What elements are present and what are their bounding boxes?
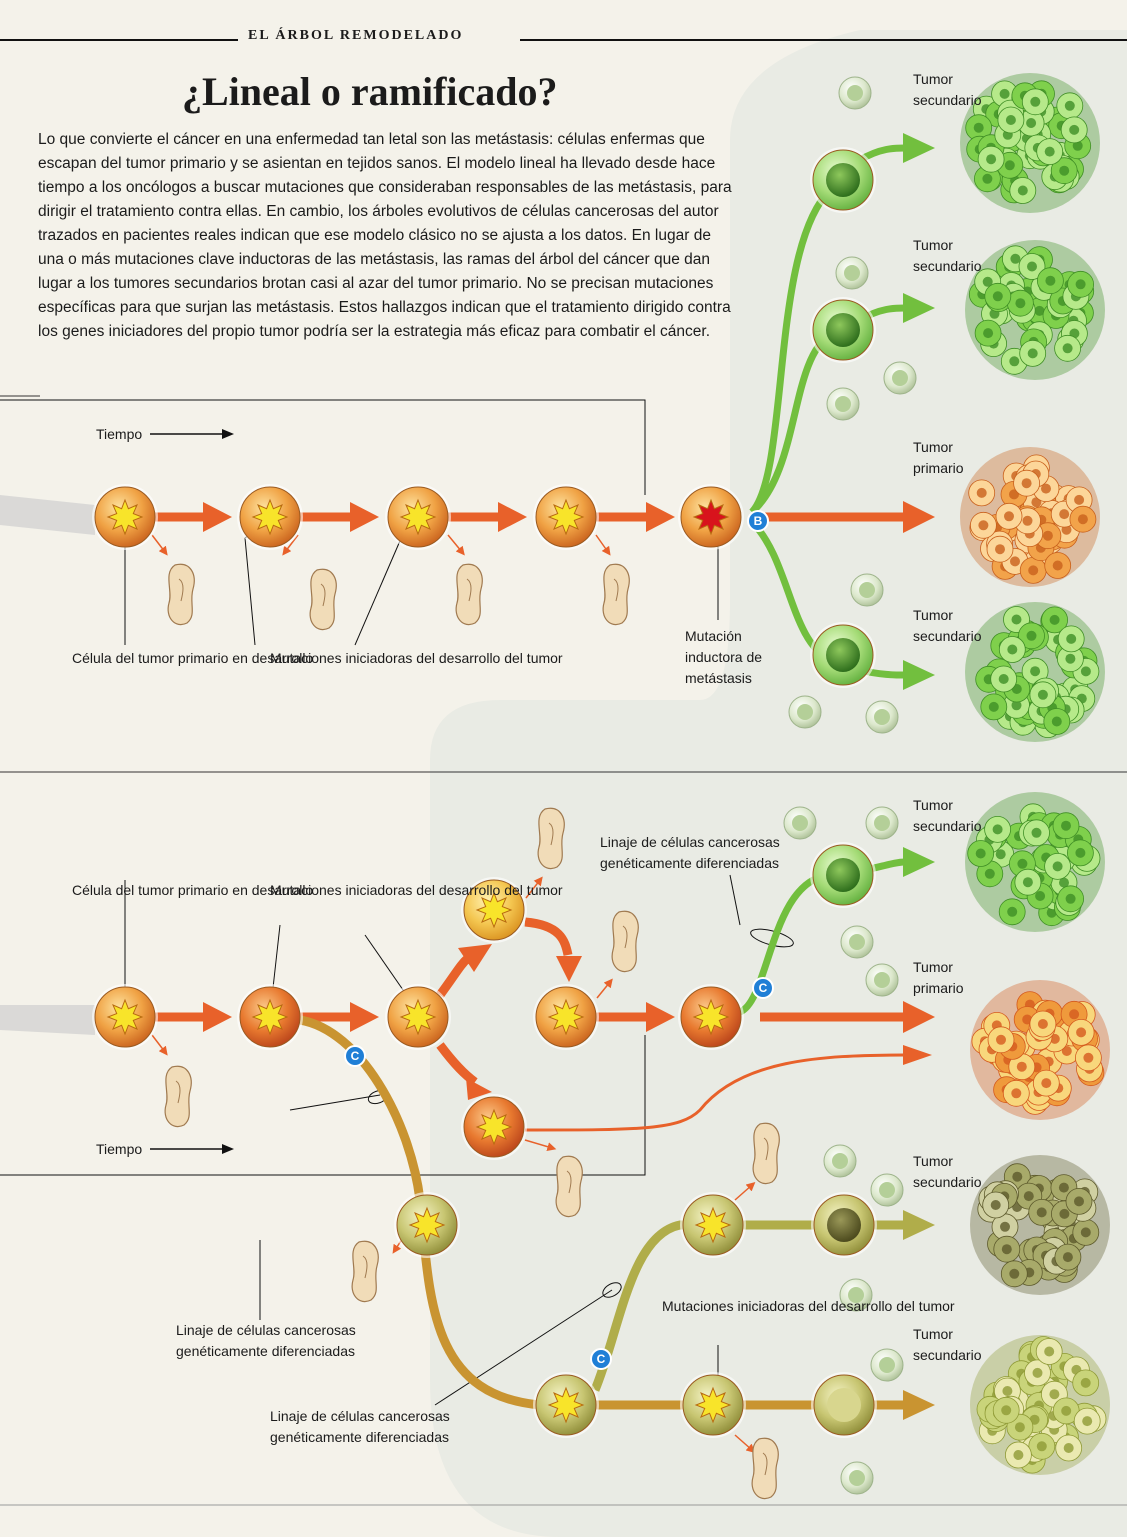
- badge-b: B: [747, 510, 769, 532]
- dispersed-cell: [871, 1349, 903, 1381]
- dying-cell: [456, 564, 482, 624]
- cancer-cell: [394, 1192, 460, 1258]
- cancer-cell: [237, 484, 303, 550]
- dying-cell: [168, 564, 194, 624]
- dying-cell: [165, 1066, 191, 1126]
- cancer-cell: [533, 484, 599, 550]
- dying-cell: [752, 1438, 778, 1498]
- badge-c-1: C: [752, 977, 774, 999]
- dying-cell: [310, 569, 336, 629]
- cancer-cell: [680, 1372, 746, 1438]
- label-initiator-mutations-top: Mutaciones iniciadoras del desarrollo del tumor: [270, 650, 563, 666]
- dispersed-cell: [841, 1462, 873, 1494]
- time-label-top: Tiempo: [96, 426, 143, 442]
- badge-c-3: C: [590, 1348, 612, 1370]
- cancer-cell: [533, 984, 599, 1050]
- badge-c-2: C: [344, 1045, 366, 1067]
- dying-cell: [753, 1123, 779, 1183]
- cancer-cell: [811, 1192, 877, 1258]
- label-metastasis-driver: Mutación inductora de metástasis: [685, 628, 763, 686]
- cancer-cell: [810, 622, 876, 688]
- label-developing-cell-bottom: Célula del tumor primario en desarrollo: [72, 882, 314, 898]
- cancer-cell: [92, 484, 158, 550]
- cancer-cell: [810, 297, 876, 363]
- dispersed-cell: [851, 574, 883, 606]
- tumor-label-8: Tumor secundario: [913, 1326, 982, 1363]
- label-lineage-left: Linaje de células cancerosas genéticamente diferenciadas: [176, 1322, 356, 1359]
- dispersed-cell: [841, 926, 873, 958]
- dispersed-cell: [836, 257, 868, 289]
- label-lineage-top-right: Linaje de células cancerosas genéticamente diferenciadas: [600, 834, 780, 871]
- cancer-cell: [461, 1094, 527, 1160]
- dispersed-cell: [827, 388, 859, 420]
- cancer-cell: [678, 984, 744, 1050]
- cancer-cell: [385, 484, 451, 550]
- time-arrow-bottom: [150, 1144, 234, 1154]
- cancer-cell: [810, 147, 876, 213]
- cancer-cell: [680, 1192, 746, 1258]
- cancer-cell: [811, 1372, 877, 1438]
- tumor-label-6: Tumor primario: [913, 959, 964, 996]
- page-title: ¿Lineal o ramificado?: [182, 69, 558, 114]
- dispersed-cell: [839, 77, 871, 109]
- label-lineage-bottom: Linaje de células cancerosas genéticamente diferenciadas: [270, 1408, 450, 1445]
- cancer-cell: [385, 984, 451, 1050]
- section-kicker: EL ÁRBOL REMODELADO: [248, 28, 464, 43]
- tumor-label-5: Tumor secundario: [913, 797, 982, 834]
- dying-cell: [612, 911, 638, 971]
- cancer-cell: [810, 842, 876, 908]
- tumor-label-1: Tumor secundario: [913, 71, 982, 108]
- dispersed-cell: [871, 1174, 903, 1206]
- time-label-bottom: Tiempo: [96, 1141, 143, 1157]
- cancer-cell: [237, 984, 303, 1050]
- label-initiator-mutations-bottom: Mutaciones iniciadoras del desarrollo del tumor: [270, 882, 563, 898]
- dispersed-cell: [866, 701, 898, 733]
- label-developing-cell-top: Célula del tumor primario en desarrollo: [72, 650, 314, 666]
- dying-cell: [538, 808, 564, 868]
- dispersed-cell: [866, 964, 898, 996]
- time-arrow-top: [150, 429, 234, 439]
- intro-paragraph: Lo que convierte el cáncer en una enfermedad tan letal son las metástasis: células enfermas que escapan del tumor primario y se asientan en tejidos sanos. El modelo lineal ha llevado desde hace tiempo a los oncólogos a buscar mutaciones que consideraban responsables de las metástasis, para dirigir el tratamiento contra ellas. En cambio, los árboles evolutivos de células cancerosas del autor trazados en pacientes reales indican que ese modelo clásico no se ajusta a los datos. En lugar de una o más mutaciones clave inductoras de las metástasis, las ramas del árbol del cáncer que dan lugar a los tumores secundarios brotan casi al azar del tumor primario. No se precisan mutaciones específicas para que surjan las metástasis. Estos hallazgos indican que el tratamiento dirigido contra los genes iniciadores del propio tumor podría ser la estrategia más eficaz para combatir el cáncer.: [38, 131, 732, 340]
- dispersed-cell: [789, 696, 821, 728]
- dispersed-cell: [824, 1145, 856, 1177]
- dying-cell: [352, 1241, 378, 1301]
- dying-cell: [603, 564, 629, 624]
- tumor-label-4: Tumor secundario: [913, 607, 982, 644]
- label-initiator-mutations-right: Mutaciones iniciadoras del desarrollo del tumor: [662, 1298, 955, 1314]
- tumor-label-2: Tumor secundario: [913, 237, 982, 274]
- dispersed-cell: [884, 362, 916, 394]
- tumor-label-7: Tumor secundario: [913, 1153, 982, 1190]
- dying-cell: [556, 1156, 582, 1216]
- cancer-cell: [533, 1372, 599, 1438]
- tumor-6: [970, 980, 1110, 1120]
- dispersed-cell: [866, 807, 898, 839]
- tumor-label-3: Tumor primario: [913, 439, 964, 476]
- cancer-cell: [92, 984, 158, 1050]
- cancer-cell: [678, 484, 744, 550]
